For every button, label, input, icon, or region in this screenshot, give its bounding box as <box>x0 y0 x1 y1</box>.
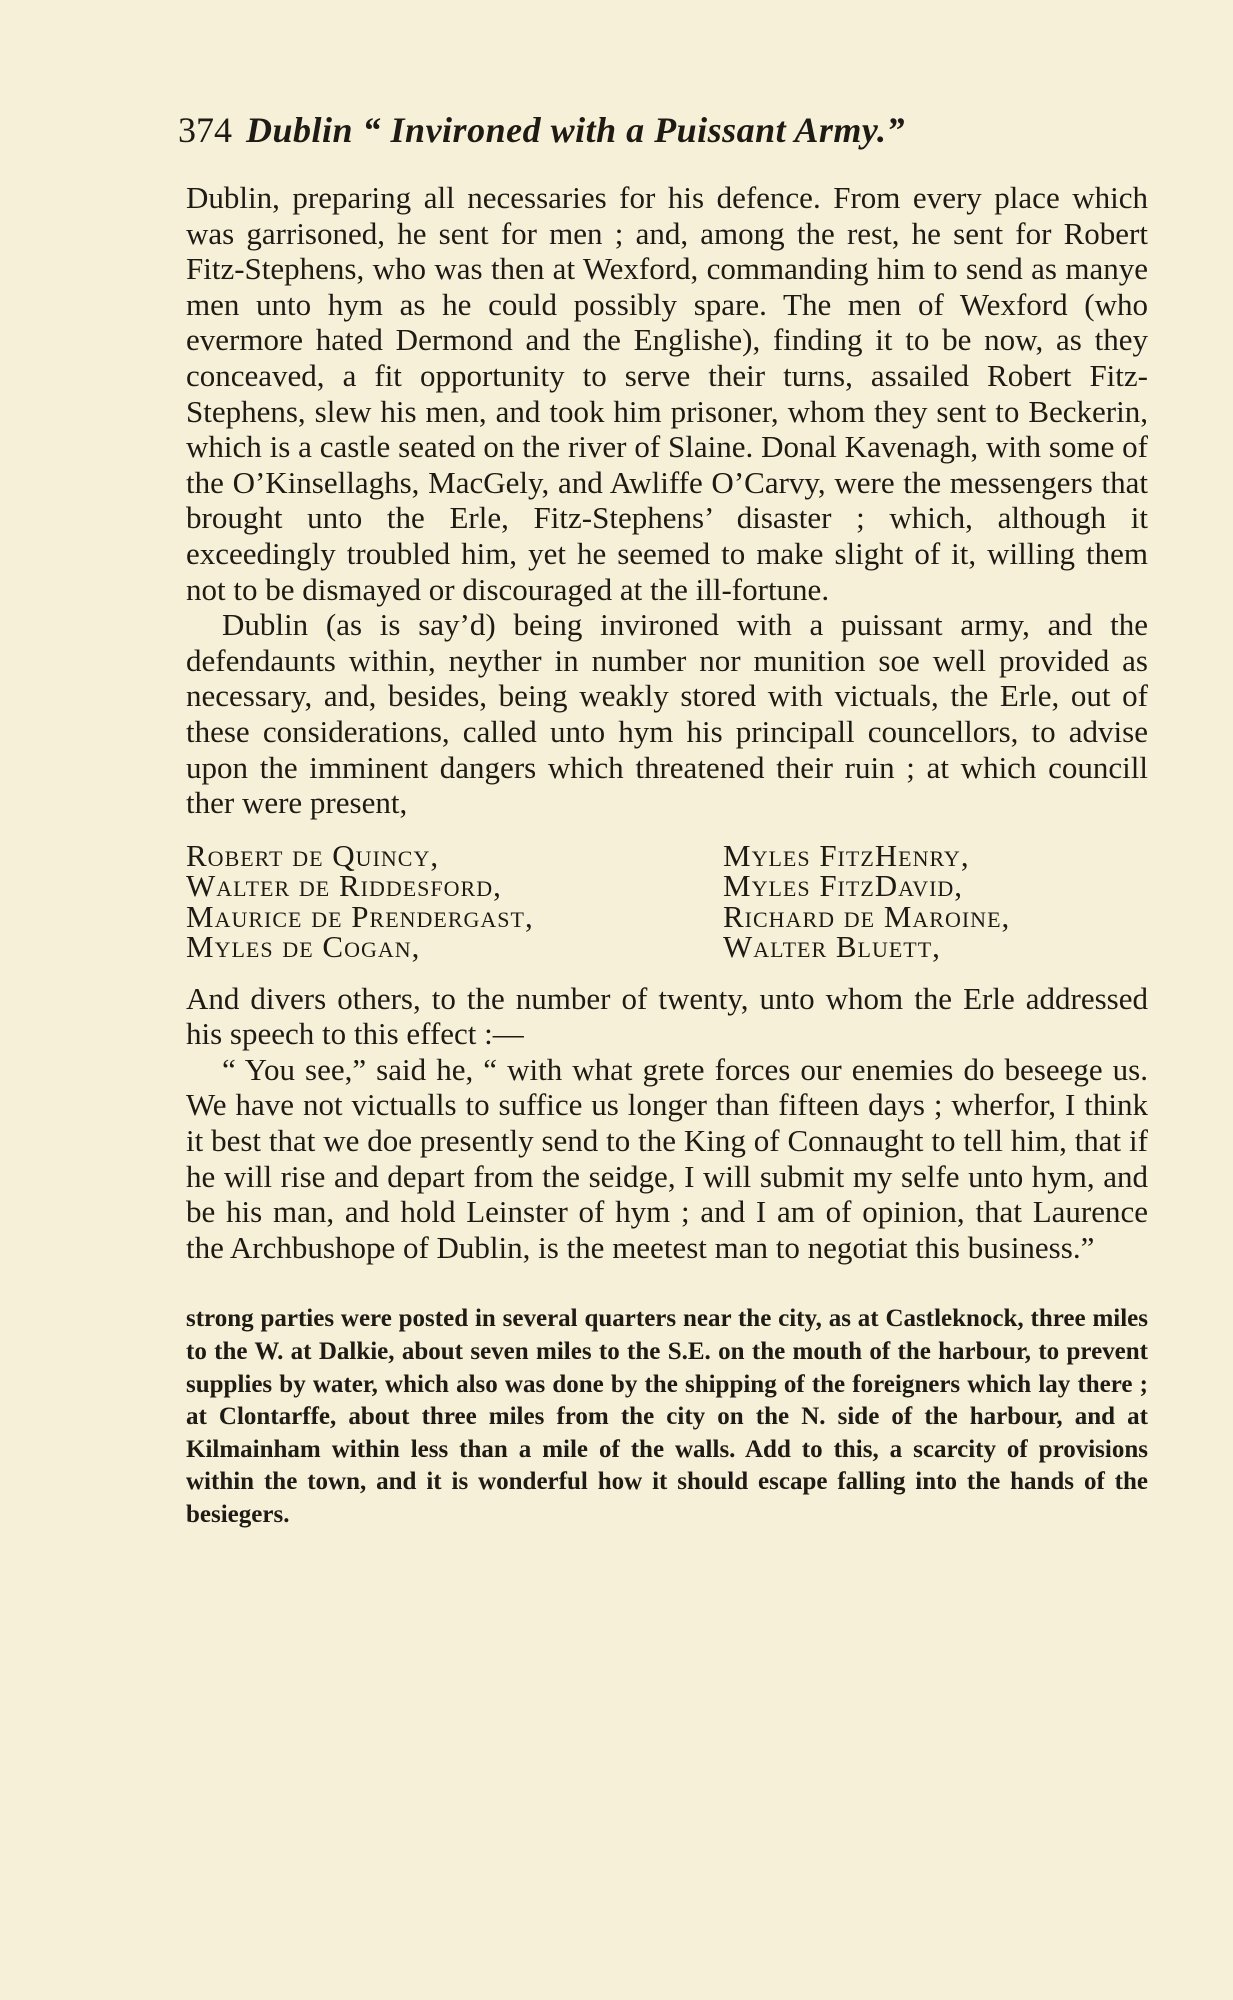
book-page <box>178 100 1148 1532</box>
councillor-name: Richard de Maroine, <box>723 898 1011 934</box>
councillor-list <box>186 837 1148 965</box>
running-head <box>178 100 1148 160</box>
paragraph-1: Dublin, preparing all necessaries for his defence. From every place which was garrisoned, he sent for men ; and, among the rest, he sent for Robert Fitz-Stephens, who was then at Wexford, commanding him to send as manye men unto hym as he could possibly spare. The men of Wexford (who evermore hated Dermond and the Englishe), finding it to be now, as they conceaved, a fit opportunity to serve their turns, assailed Robert Fitz-Stephens, slew his men, and took him prisoner, whom they sent to Beckerin, which is a castle seated on the river of Slaine. Donal Kavenagh, with some of the O’Kinsellaghs, MacGely, and Awliffe O’Carvy, were the messengers that brought unto the Erle, Fitz-Stephens’ disaster ; which, although it exceedingly troubled him, yet he seemed to make slight of it, willing them not to be dismayed or discouraged at the ill-fortune. <box>186 180 1148 607</box>
councillor-name: Maurice de Prendergast, <box>186 898 534 934</box>
councillor-name: Myles FitzDavid, <box>723 868 964 904</box>
main-text <box>186 180 1148 1265</box>
footnote: strong parties were posted in several quarters near the city, as at Castleknock, three miles to the W. at Dalkie, about seven miles to the S.E. on the mouth of the harbour, to prevent supplies by water, which also was done by the shipping of the foreigners which lay there ; at Clontarffe, about three miles from the city on the N. side of the harbour, and at Kilmainham within less than a mile of the walls. Add to this, a scarcity of provisions within the town, and it is wonderful how it should escape falling into the hands of the besiegers. <box>186 1305 1148 1528</box>
page-number: 374 <box>178 110 232 150</box>
councillor-name: Myles de Cogan, <box>186 929 421 965</box>
paragraph-2: Dublin (as is say’d) being invironed with a puissant army, and the defendaunts within, neyther in number nor munition soe well provided as necessary, and, besides, being weakly stored with victuals, the Erle, out of these considerations, called unto hym his principall councellors, to advise upon the imminent dangers which threatened their ruin ; at which councill ther were present, <box>186 607 1148 821</box>
running-title: Dublin “ Invironed with a Puissant Army.” <box>246 110 905 150</box>
paragraph-4: “ You see,” said he, “ with what grete forces our enemies do beseege us. We have not victualls to suffice us longer than fifteen days ; wherfor, I think it best that we doe presently send to the King of Connaught to tell him, that if he will rise and depart from the seidge, I will submit my selfe unto hym, and be his man, and hold Leinster of hym ; and I am of opinion, that Laurence the Archbushope of Dublin, is the meetest man to negotiat this business.” <box>186 1051 1148 1265</box>
paragraph-3: And divers others, to the number of twenty, unto whom the Erle addressed his speech to this effect :— <box>186 980 1148 1052</box>
councillor-name: Walter Bluett, <box>723 929 941 965</box>
councillor-name: Myles FitzHenry, <box>723 837 970 873</box>
councillor-name: Walter de Riddesford, <box>186 868 502 904</box>
councillor-name: Robert de Quincy, <box>186 837 440 873</box>
